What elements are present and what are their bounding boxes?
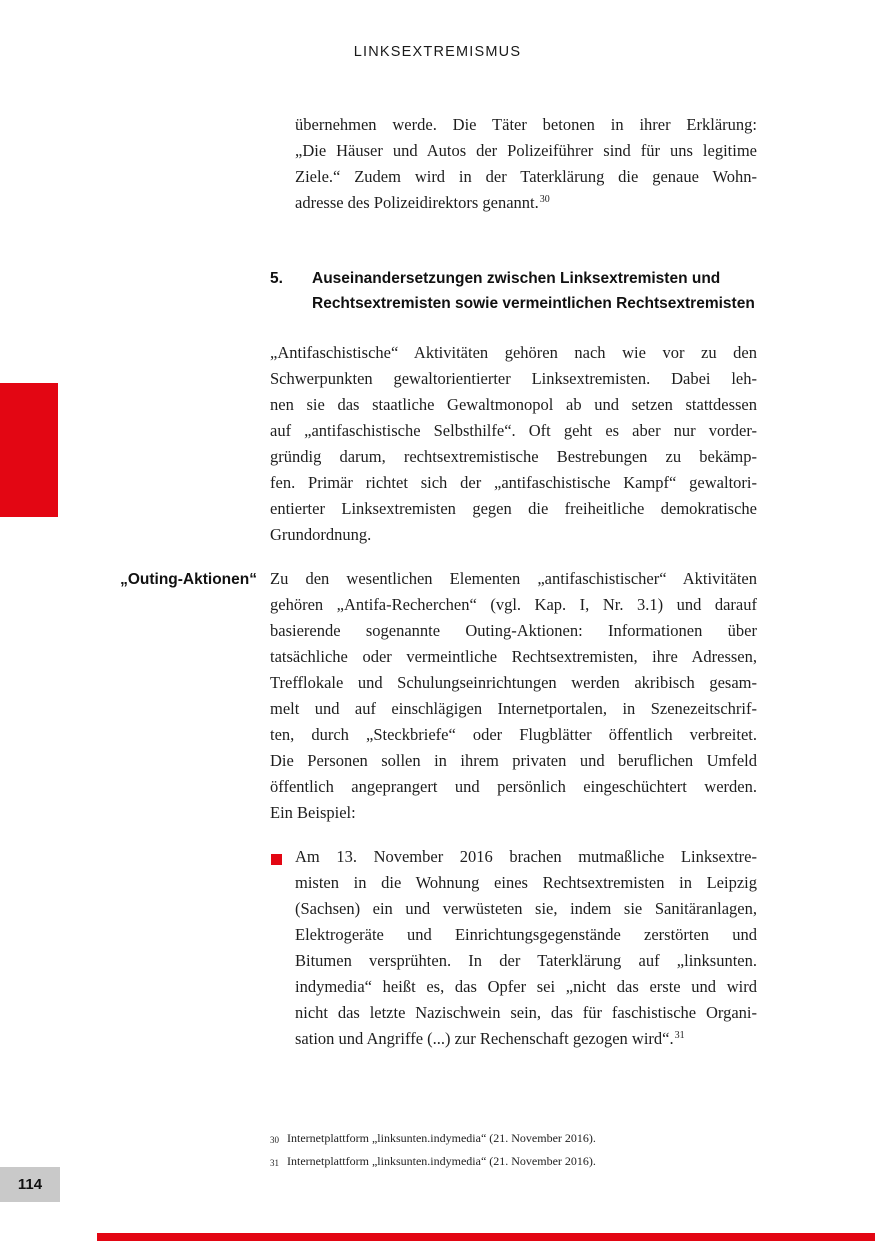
paragraph-lines	[270, 340, 757, 522]
text-line: Schwerpunkten gewaltorientierter Linksextremisten. Dabei leh-	[270, 369, 757, 388]
text-line: Zu den wesentlichen Elementen „antifaschistischer“ Aktivitäten	[270, 569, 757, 588]
footer-accent-bar	[97, 1233, 875, 1241]
text-line	[295, 1026, 757, 1052]
text-line: übernehmen werde. Die Täter betonen in ihrer Erklärung:	[295, 115, 757, 134]
text-line: öffentlich angeprangert und persönlich eingeschüchtert werden.	[270, 777, 757, 796]
text-line: tatsächliche oder vermeintliche Rechtsextremisten, ihre Adressen,	[270, 647, 757, 666]
paragraph-last-line: adresse des Polizeidirektors genannt.	[295, 193, 539, 212]
footnote-number: 30	[270, 1135, 279, 1145]
text-line: „Die Häuser und Autos der Polizeiführer sind für uns legitime	[295, 141, 757, 160]
footnote-ref: 30	[539, 193, 550, 205]
text-line: nicht das letzte Nazischwein sein, das für faschistische Organi-	[295, 1003, 757, 1022]
paragraph-outing	[270, 566, 757, 826]
running-header: LINKSEXTREMISMUS	[353, 44, 522, 60]
text-line: gründig darum, rechtsextremistische Bestrebungen zu bekämp-	[270, 447, 757, 466]
text-line	[270, 522, 757, 548]
section-title-line: Auseinandersetzungen zwischen Linksextremisten und	[312, 270, 721, 287]
text-line: „Antifaschistische“ Aktivitäten gehören nach wie vor zu den	[270, 343, 757, 362]
bullet-square-icon	[271, 854, 282, 865]
footnote-text: Internetplattform „linksunten.indymedia“ (21. November 2016).	[287, 1154, 596, 1168]
text-line: fen. Primär richtet sich der „antifaschistische Kampf“ gewaltori-	[270, 473, 757, 492]
footnotes-block	[270, 1128, 757, 1174]
footnote-number: 31	[270, 1158, 279, 1168]
chapter-tab-marker	[0, 383, 58, 517]
paragraph-last-line: Ein Beispiel:	[270, 803, 356, 822]
paragraph-lines	[270, 566, 757, 800]
text-line: auf „antifaschistische Selbsthilfe“. Oft geht es aber nur vorder-	[270, 421, 757, 440]
paragraph-antifa	[270, 340, 757, 548]
paragraph-lines	[295, 112, 757, 190]
paragraph-intro	[295, 112, 757, 216]
section-heading	[270, 266, 790, 316]
text-line: ten, durch „Steckbriefe“ oder Flugblätter öffentlich verbreitet.	[270, 725, 757, 744]
text-line: Elektrogeräte und Einrichtungsgegenstände zerstörten und	[295, 925, 757, 944]
text-line: Am 13. November 2016 brachen mutmaßliche Linksextre-	[295, 847, 757, 866]
text-line: misten in die Wohnung eines Rechtsextremisten in Leipzig	[295, 873, 757, 892]
text-line: nen sie das staatliche Gewaltmonopol ab und setzen stattdessen	[270, 395, 757, 414]
footnote	[270, 1128, 757, 1151]
section-title	[312, 266, 755, 316]
text-line: (Sachsen) ein und verwüsteten sie, indem sie Sanitäranlagen,	[295, 899, 757, 918]
text-line	[295, 190, 757, 216]
text-line: entierter Linksextremisten gegen die freiheitliche demokratische	[270, 499, 757, 518]
footnote-text: Internetplattform „linksunten.indymedia“ (21. November 2016).	[287, 1131, 596, 1145]
footnote	[270, 1151, 757, 1174]
margin-note: „Outing-Aktionen“	[120, 571, 257, 588]
text-line: indymedia“ heißt es, das Opfer sei „nicht das erste und wird	[295, 977, 757, 996]
text-line: Die Personen sollen in ihrem privaten und beruflichen Umfeld	[270, 751, 757, 770]
text-line: Ziele.“ Zudem wird in der Taterklärung die genaue Wohn-	[295, 167, 757, 186]
text-line: basierende sogenannte Outing-Aktionen: Informationen über	[270, 621, 757, 640]
paragraph-lines	[295, 844, 757, 1026]
section-title-line: Rechtsextremisten sowie vermeintlichen Rechtsextremisten	[312, 295, 755, 312]
text-line: Bitumen versprühten. In der Taterklärung auf „linksunten.	[295, 951, 757, 970]
text-line: gehören „Antifa-Recherchen“ (vgl. Kap. I, Nr. 3.1) und darauf	[270, 595, 757, 614]
page-number-badge	[0, 1167, 60, 1202]
paragraph-last-line: sation und Angriffe (...) zur Rechenschaft gezogen wird“.	[295, 1029, 674, 1048]
text-line	[270, 800, 757, 826]
text-line: melt und auf einschlägigen Internetportalen, in Szenezeitschrif-	[270, 699, 757, 718]
section-number: 5.	[270, 270, 283, 287]
bullet-text	[295, 844, 757, 1052]
paragraph-last-line: Grundordnung.	[270, 525, 372, 544]
page-number: 114	[17, 1176, 43, 1193]
bullet-item	[270, 844, 757, 1052]
footnote-ref: 31	[674, 1029, 685, 1041]
text-line: Trefflokale und Schulungseinrichtungen werden akribisch gesam-	[270, 673, 757, 692]
